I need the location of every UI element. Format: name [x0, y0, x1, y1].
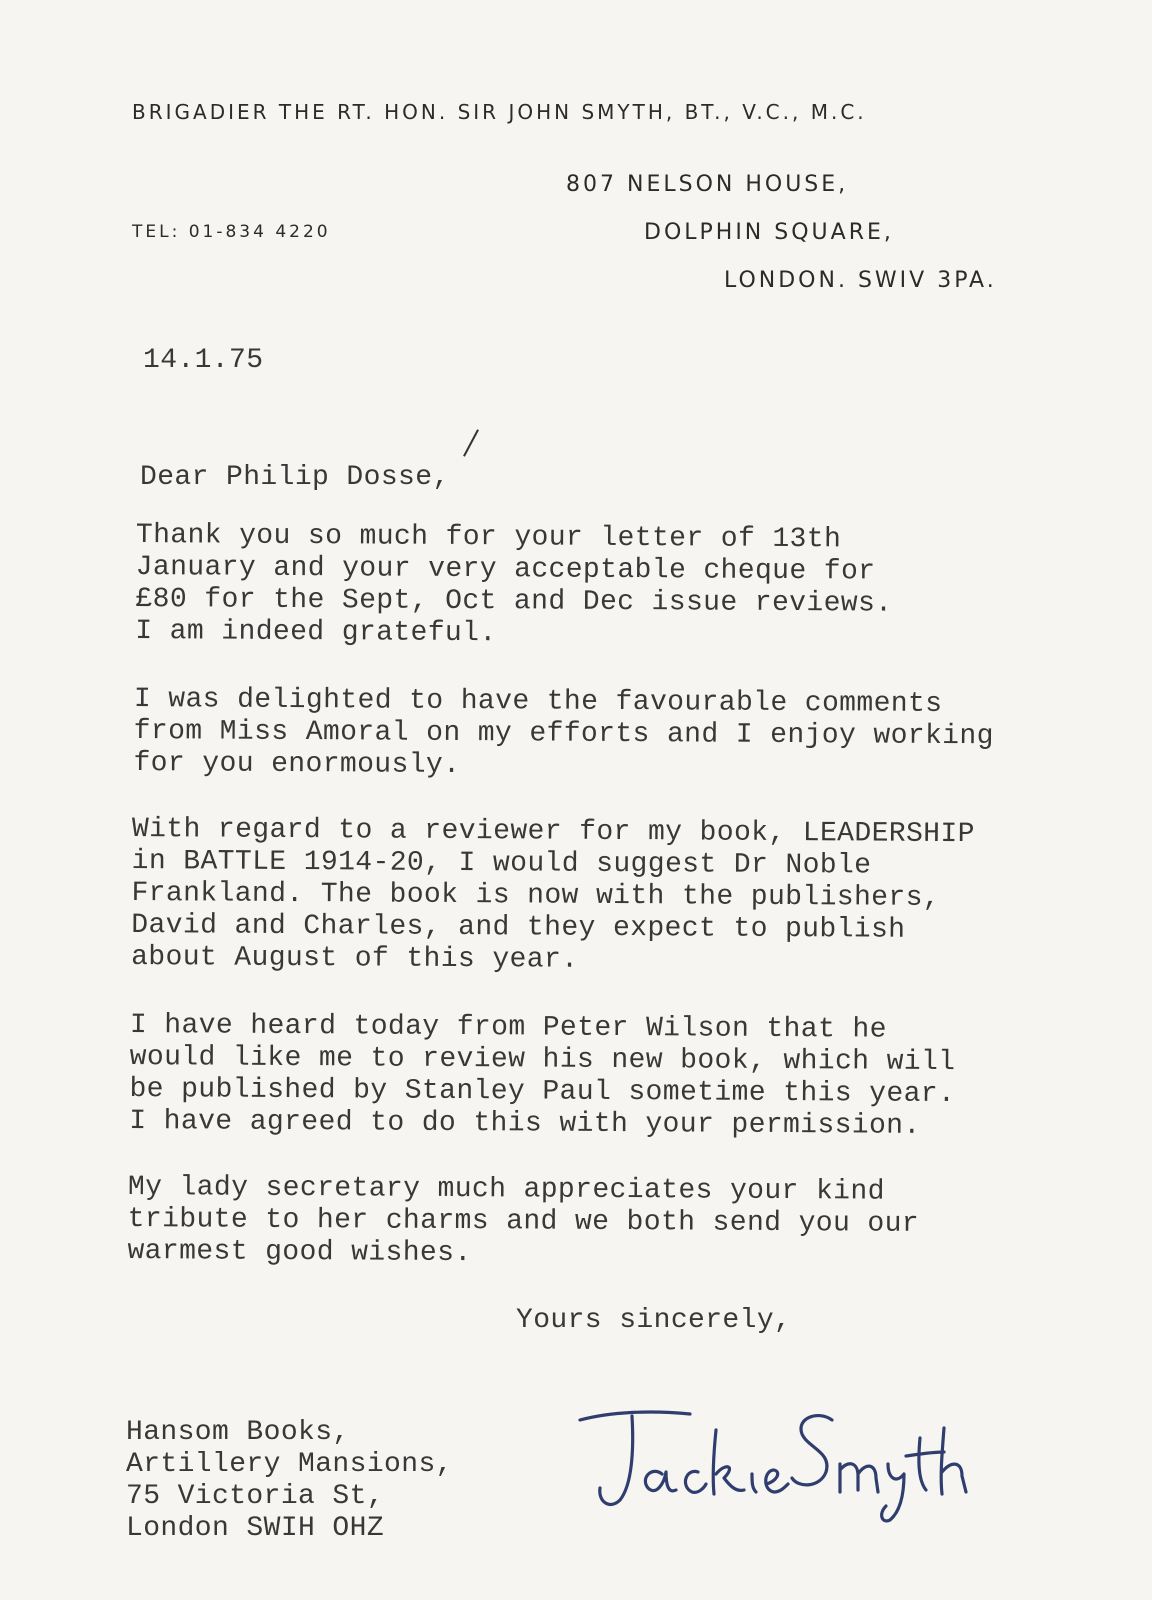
handwritten-signature — [570, 1390, 990, 1540]
salutation: Dear Philip Dosse, — [140, 462, 450, 493]
paragraph-line: I have heard today from Peter Wilson that he — [129, 1010, 887, 1046]
address-line: Hansom Books, — [126, 1417, 350, 1448]
paragraph-line: from Miss Amoral on my efforts and I enjoy working — [133, 715, 994, 753]
body-paragraph-4 — [129, 1010, 956, 1143]
letterhead-address-line-1: 807 NELSON HOUSE, — [566, 172, 849, 197]
paragraph-line: about August of this year. — [131, 941, 579, 976]
letterhead-address-line-3: LONDON. SWIV 3PA. — [724, 268, 997, 293]
paragraph-line: I have agreed to do this with your permission. — [129, 1105, 921, 1142]
paragraph-line: January and your very acceptable cheque for — [135, 551, 876, 588]
paragraph-line: I am indeed grateful. — [135, 615, 497, 650]
recipient-address — [126, 1417, 453, 1545]
paragraph-line: warmest good wishes. — [127, 1235, 472, 1270]
paragraph-line: in BATTLE 1914-20, I would suggest Dr Noble — [131, 845, 872, 882]
paragraph-line: would like me to review his new book, which will — [129, 1041, 956, 1079]
paragraph-line: David and Charles, and they expect to publish — [131, 909, 906, 946]
paragraph-line: £80 for the Sept, Oct and Dec issue reviews. — [135, 583, 893, 620]
paragraph-line: Frankland. The book is now with the publishers, — [131, 877, 941, 914]
address-line: Artillery Mansions, — [126, 1449, 453, 1480]
paragraph-line: tribute to her charms and we both send you our — [127, 1203, 920, 1240]
paragraph-line: My lady secretary much appreciates your kind — [127, 1172, 885, 1208]
paragraph-line: for you enormously. — [133, 747, 461, 781]
letter-date: 14.1.75 — [143, 345, 264, 376]
handwritten-accent-mark — [463, 429, 479, 456]
address-line: 75 Victoria St, — [126, 1481, 385, 1512]
body-paragraph-1 — [135, 520, 893, 653]
paragraph-line: I was delighted to have the favourable comments — [133, 684, 943, 720]
letterhead-address-line-2: DOLPHIN SQUARE, — [644, 220, 894, 245]
paragraph-line: With regard to a reviewer for my book, LEADERSHIP — [131, 814, 975, 851]
paragraph-line: Thank you so much for your letter of 13th — [135, 520, 842, 556]
body-paragraph-5 — [127, 1172, 919, 1273]
address-line: London SWIH OHZ — [126, 1513, 385, 1544]
letterhead-telephone: TEL: 01-834 4220 — [132, 222, 331, 242]
body-paragraph-2 — [133, 684, 994, 785]
letterhead-name: BRIGADIER THE RT. HON. SIR JOHN SMYTH, BT., V.C., M.C. — [132, 100, 867, 124]
paragraph-line: be published by Stanley Paul sometime this year. — [129, 1073, 956, 1111]
body-paragraph-3 — [131, 814, 975, 979]
closing: Yours sincerely, — [516, 1305, 792, 1336]
